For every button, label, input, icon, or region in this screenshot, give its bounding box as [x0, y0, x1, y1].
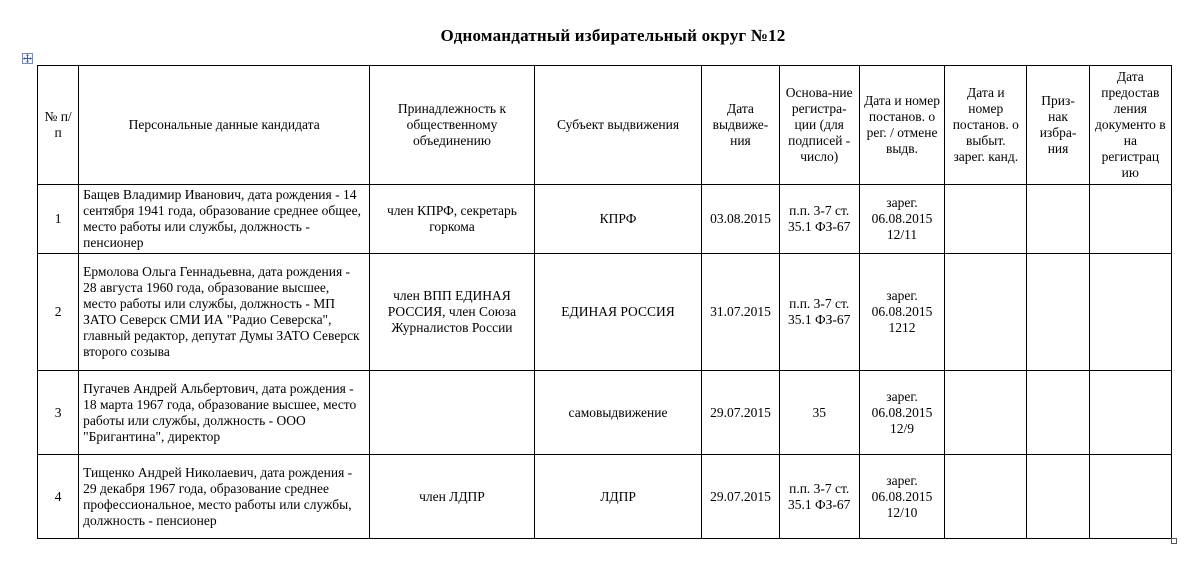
table-header-row	[38, 66, 1172, 185]
cell-num: 4	[38, 455, 79, 539]
cell-nominator: ЛДПР	[534, 455, 702, 539]
cell-dropout	[945, 455, 1027, 539]
table-row	[38, 371, 1172, 455]
cell-affiliation: член КПРФ, секретарь горкома	[370, 185, 535, 254]
cell-dropout	[945, 254, 1027, 371]
document-title: Одномандатный избирательный округ №12	[440, 26, 786, 45]
cell-person: Ермолова Ольга Геннадьевна, дата рождения - 28 августа 1960 года, образование высшее, место работы или службы, должность - МП ЗАТО Северск СМИ ИА "Радио Северска", главный редактор, депутат Думы ЗАТО Северск второго созыва	[79, 254, 370, 371]
cell-elected	[1027, 185, 1089, 254]
header-person: Персональные данные кандидата	[79, 66, 370, 185]
cell-num: 3	[38, 371, 79, 455]
table-move-handle-icon[interactable]	[22, 53, 33, 64]
cell-basis: п.п. 3-7 ст. 35.1 ФЗ-67	[779, 185, 859, 254]
cell-basis: 35	[779, 371, 859, 455]
header-nomination-date: Дата выдвиже-ния	[702, 66, 779, 185]
header-submission-date: Дата предостав ления документо в на регистрац ию	[1089, 66, 1171, 185]
cell-nomination-date: 29.07.2015	[702, 455, 779, 539]
cell-basis: п.п. 3-7 ст. 35.1 ФЗ-67	[779, 455, 859, 539]
candidates-table	[37, 65, 1172, 539]
cell-registration: зарег. 06.08.2015 1212	[859, 254, 944, 371]
cell-affiliation	[370, 371, 535, 455]
cell-basis: п.п. 3-7 ст. 35.1 ФЗ-67	[779, 254, 859, 371]
cell-registration: зарег. 06.08.2015 12/9	[859, 371, 944, 455]
cell-affiliation: член ЛДПР	[370, 455, 535, 539]
cell-submission-date	[1089, 185, 1171, 254]
cell-num: 2	[38, 254, 79, 371]
cell-elected	[1027, 455, 1089, 539]
cell-elected	[1027, 371, 1089, 455]
table-resize-handle[interactable]	[1171, 538, 1177, 544]
table-row	[38, 455, 1172, 539]
cell-nomination-date: 31.07.2015	[702, 254, 779, 371]
cell-registration: зарег. 06.08.2015 12/11	[859, 185, 944, 254]
cell-person: Пугачев Андрей Альбертович, дата рождения - 18 марта 1967 года, образование высшее, место работы или службы, должность - ООО "Бригантина", директор	[79, 371, 370, 455]
header-elected: Приз-нак избра-ния	[1027, 66, 1089, 185]
cell-nomination-date: 03.08.2015	[702, 185, 779, 254]
header-basis: Основа-ние регистра-ции (для подписей - число)	[779, 66, 859, 185]
header-nominator: Субъект выдвижения	[534, 66, 702, 185]
cell-nominator: самовыдвижение	[534, 371, 702, 455]
cell-registration: зарег. 06.08.2015 12/10	[859, 455, 944, 539]
table-row	[38, 185, 1172, 254]
header-dropout: Дата и номер постанов. о выбыт. зарег. канд.	[945, 66, 1027, 185]
cell-person: Бащев Владимир Иванович, дата рождения - 14 сентября 1941 года, образование среднее общее, место работы или службы, должность - пенсионер	[79, 185, 370, 254]
table-row	[38, 254, 1172, 371]
cell-dropout	[945, 371, 1027, 455]
cell-affiliation: член ВПП ЕДИНАЯ РОССИЯ, член Союза Журналистов России	[370, 254, 535, 371]
header-affiliation: Принадлежность к общественному объединению	[370, 66, 535, 185]
cell-nominator: КПРФ	[534, 185, 702, 254]
cell-dropout	[945, 185, 1027, 254]
cell-nominator: ЕДИНАЯ РОССИЯ	[534, 254, 702, 371]
cell-nomination-date: 29.07.2015	[702, 371, 779, 455]
cell-submission-date	[1089, 254, 1171, 371]
header-num: № п/п	[38, 66, 79, 185]
cell-num: 1	[38, 185, 79, 254]
header-registration: Дата и номер постанов. о рег. / отмене выдв.	[859, 66, 944, 185]
cell-person: Тищенко Андрей Николаевич, дата рождения - 29 декабря 1967 года, образование среднее профессиональное, место работы или службы, должность - пенсионер	[79, 455, 370, 539]
cell-elected	[1027, 254, 1089, 371]
cell-submission-date	[1089, 455, 1171, 539]
cell-submission-date	[1089, 371, 1171, 455]
